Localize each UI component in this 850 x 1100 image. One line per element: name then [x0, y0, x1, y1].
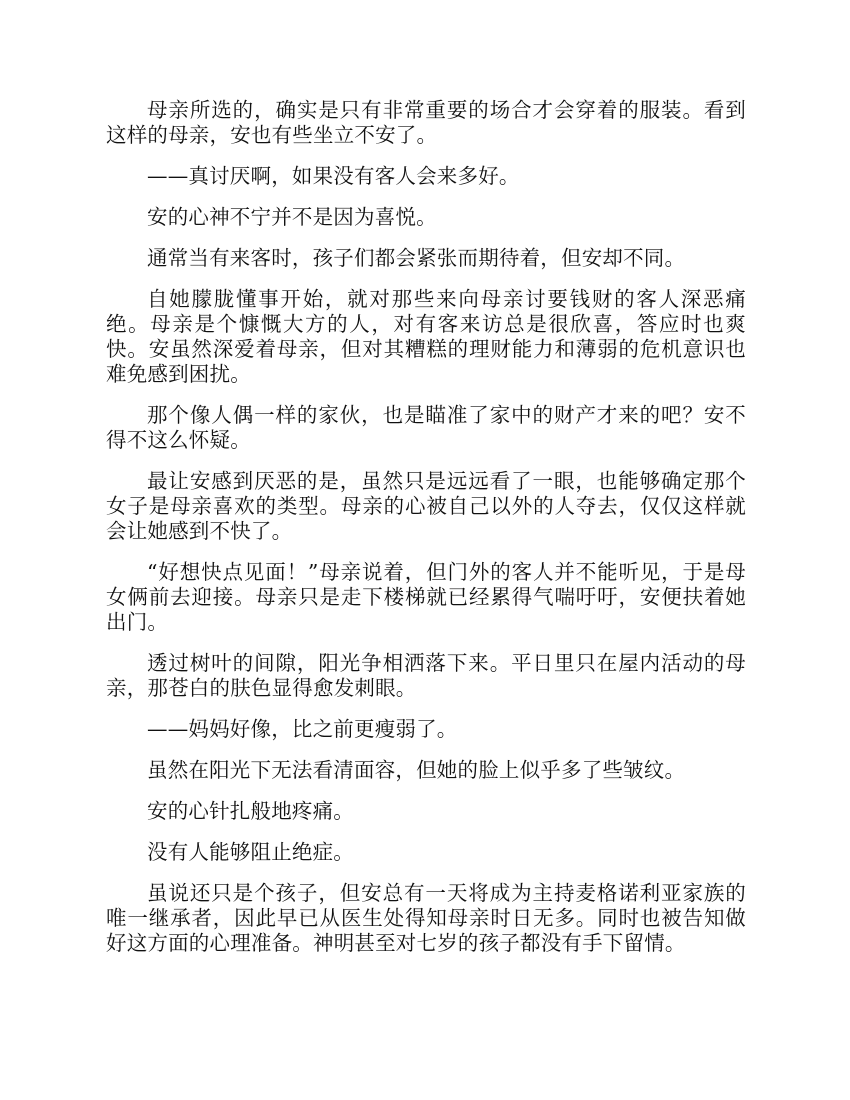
- paragraph-2: ——真讨厌啊，如果没有客人会来多好。: [147, 164, 520, 188]
- text-body: [106, 98, 746, 972]
- paragraph-12: 安的心针扎般地疼痛。: [147, 799, 354, 823]
- paragraph-9: 透过树叶的间隙，阳光争相洒落下来。平日里只在屋内活动的母亲，那苍白的肤色显得愈发刺眼。: [106, 651, 746, 700]
- paragraph-14: 虽说还只是个孩子，但安总有一天将成为主持麦格诺利亚家族的唯一继承者，因此早已从医生处得知母亲时日无多。同时也被告知做好这方面的心理准备。神明甚至对七岁的孩子都没有手下留情。: [106, 881, 746, 955]
- paragraph-5: 自她朦胧懂事开始，就对那些来向母亲讨要钱财的客人深恶痛绝。母亲是个慷慨大方的人，对有客来访总是很欣喜，答应时也爽快。安虽然深爱着母亲，但对其糟糕的理财能力和薄弱的危机意识也难免感到困扰。: [106, 287, 746, 386]
- paragraph-10: ——妈妈好像，比之前更瘦弱了。: [147, 717, 458, 741]
- paragraph-3: 安的心神不宁并不是因为喜悦。: [147, 205, 437, 229]
- paragraph-7: 最让安感到厌恶的是，虽然只是远远看了一眼，也能够确定那个女子是母亲喜欢的类型。母亲的心被自己以外的人夺去，仅仅这样就会让她感到不快了。: [106, 469, 746, 543]
- paragraph-13: 没有人能够阻止绝症。: [147, 840, 354, 864]
- paragraph-4: 通常当有来客时，孩子们都会紧张而期待着，但安却不同。: [147, 246, 686, 270]
- paragraph-11: 虽然在阳光下无法看清面容，但她的脸上似乎多了些皱纹。: [147, 758, 686, 782]
- paragraph-6: 那个像人偶一样的家伙，也是瞄准了家中的财产才来的吧？安不得不这么怀疑。: [106, 403, 746, 452]
- paragraph-8: “好想快点见面！”母亲说着，但门外的客人并不能听见，于是母女俩前去迎接。母亲只是走下楼梯就已经累得气喘吁吁，安便扶着她出门。: [106, 560, 746, 634]
- paragraph-1: 母亲所选的，确实是只有非常重要的场合才会穿着的服装。看到这样的母亲，安也有些坐立不安了。: [106, 98, 746, 147]
